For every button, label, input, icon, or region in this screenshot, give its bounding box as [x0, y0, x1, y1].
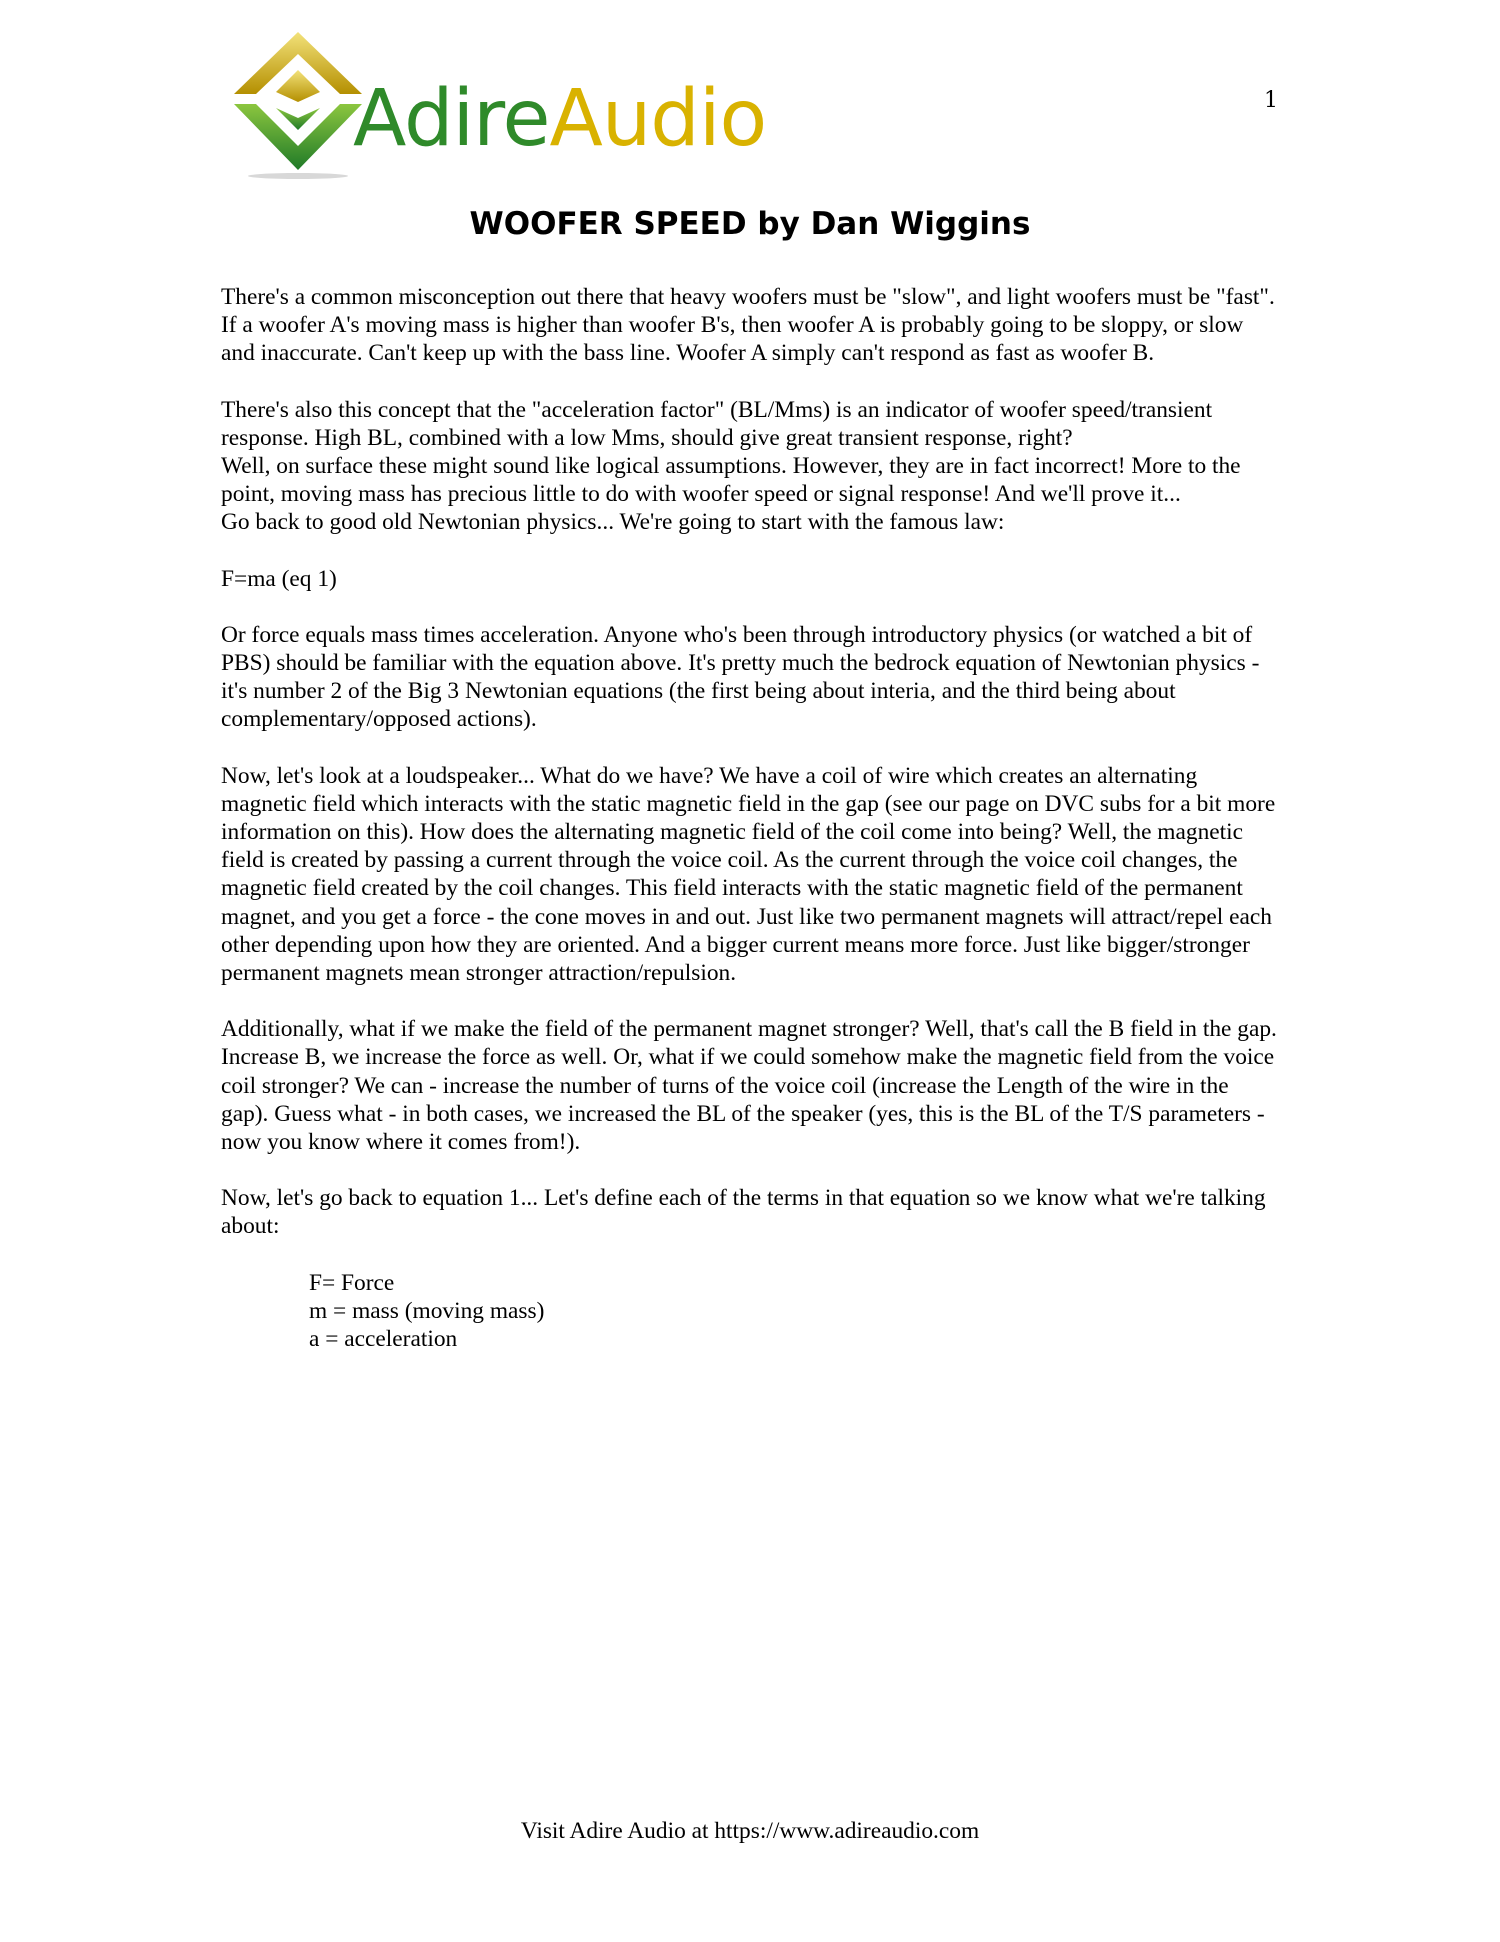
equation-1: F=ma (eq 1) [221, 565, 337, 592]
page-number: 1 [1264, 88, 1278, 113]
adire-audio-logo [228, 30, 767, 180]
paragraph-3: Or force equals mass times acceleration. Anyone who's been through introductory physics (or watched a bit of PBS) should be familiar with the equation above. It's pretty much the bedrock equation of Newtonian physics - it's number 2 of the Big 3 Newtonian equations (the first being about interia, and the third being about complementary/opposed actions). [221, 621, 1260, 733]
definition-force: F= Force [309, 1269, 395, 1296]
diamond-logo-icon [228, 30, 368, 180]
paragraph-1: There's a common misconception out there that heavy woofers must be "slow", and light woofers must be "fast". If a woofer A's moving mass is higher than woofer B's, then woofer A is probably going to be sloppy, or slow and inaccurate. Can't keep up with the bass line. Woofer A simply can't respond as fast as woofer B. [221, 284, 1275, 367]
paragraph-2a: There's also this concept that the "acceleration factor" (BL/Mms) is an indicator of woofer speed/transient response. High BL, combined with a low Mms, should give great transient response, right? [221, 396, 1213, 451]
definitions-list [309, 1269, 1281, 1354]
definition-acceleration: a = acceleration [309, 1326, 458, 1353]
paragraph-2c: Go back to good old Newtonian physics... We're going to start with the famous law: [221, 509, 1005, 536]
definition-mass: m = mass (moving mass) [309, 1297, 545, 1324]
footer-text: Visit Adire Audio at https://www.adireaudio.com [520, 1818, 980, 1844]
article-body [221, 283, 1281, 1353]
paragraph-2b: Well, on surface these might sound like logical assumptions. However, they are in fact incorrect! More to the point, moving mass has precious little to do with woofer speed or signal response! And we'll prove it... [221, 453, 1241, 508]
logo-adire-text: Adire [353, 74, 550, 164]
document-title: WOOFER SPEED by Dan Wiggins [469, 206, 1031, 242]
paragraph-5: Additionally, what if we make the field of the permanent magnet stronger? Well, that's call the B field in the gap. Increase B, we increase the force as well. Or, what if we could somehow make the magnetic field from the voice coil stronger? We can - increase the number of turns of the voice coil (increase the Length of the wire in the gap). Guess what - in both cases, we increased the BL of the speaker (yes, this is the BL of the T/S parameters - now you know where it comes from!). [221, 1016, 1277, 1156]
logo-wordmark [353, 74, 767, 164]
logo-audio-text: Audio [549, 74, 767, 164]
paragraph-4: Now, let's look at a loudspeaker... What do we have? We have a coil of wire which creates an alternating magnetic field which interacts with the static magnetic field in the gap (see our page on DVC subs for a bit more information on this). How does the alternating magnetic field of the coil come into being? Well, the magnetic field is created by passing a current through the voice coil. As the current through the voice coil changes, the magnetic field created by the coil changes. This field interacts with the static magnetic field of the permanent magnet, and you get a force - the cone moves in and out. Just like two permanent magnets will attract/repel each other depending upon how they are oriented. And a bigger current means more force. Just like bigger/stronger permanent magnets mean stronger attraction/repulsion. [221, 762, 1276, 987]
paragraph-6: Now, let's go back to equation 1... Let's define each of the terms in that equation so we know what we're talking about: [221, 1185, 1266, 1240]
